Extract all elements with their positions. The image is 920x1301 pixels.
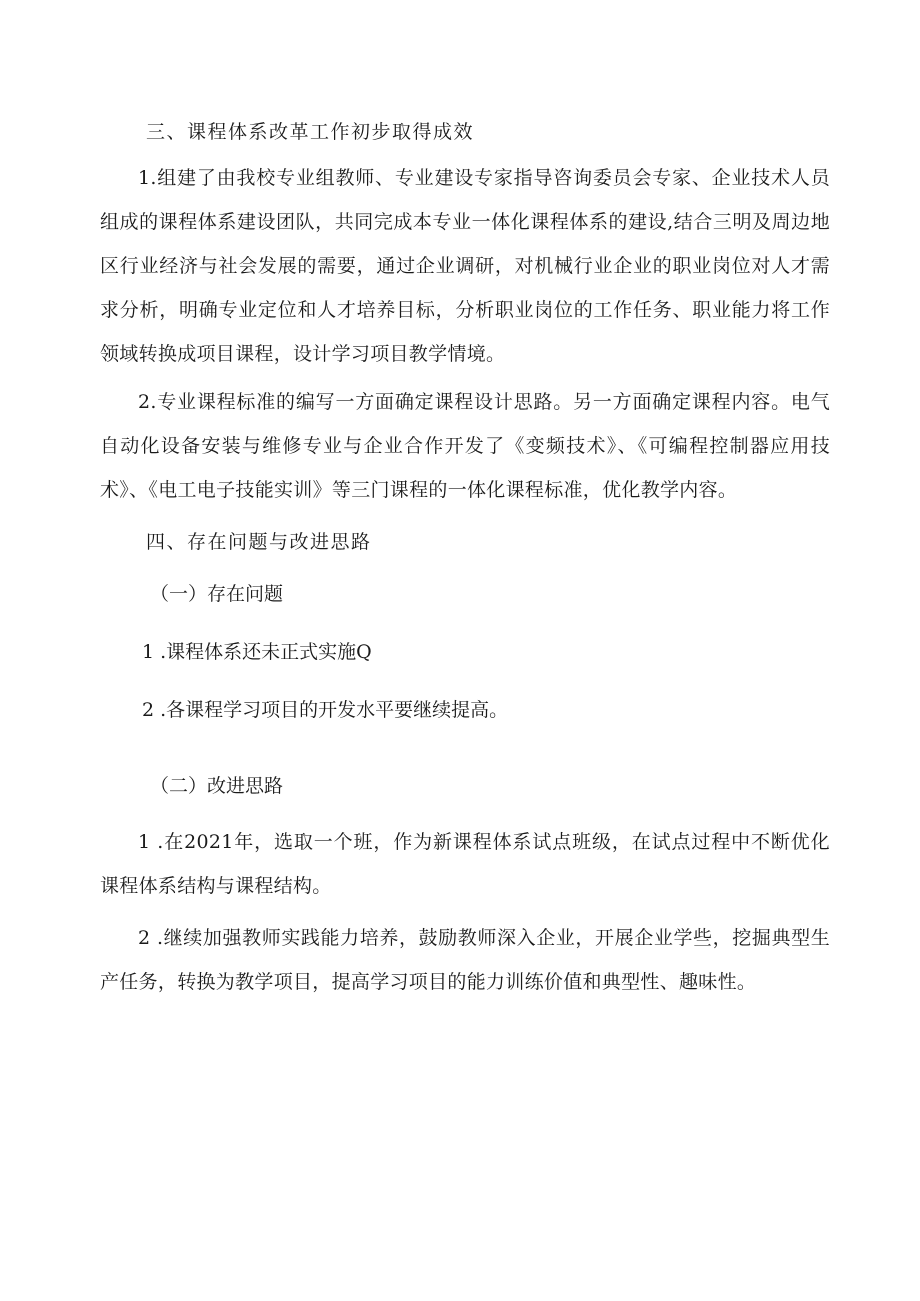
section-3-heading: 三、课程体系改革工作初步取得成效: [146, 121, 475, 143]
section-3-paragraph-1: 1.组建了由我校专业组教师、专业建设专家指导咨询委员会专家、企业技术人员组成的课程体系建设团队，共同完成本专业一体化课程体系的建设,结合三明及周边地区行业经济与社会发展的需要，通过企业调研，对机械行业企业的职业岗位对人才需求分析，明确专业定位和人才培养目标，分析职业岗位的工作任务、职业能力将工作领域转换成项目课程，设计学习项目教学情境。: [100, 167, 830, 365]
idea-item-1: 1 .在2021年，选取一个班，作为新课程体系试点班级，在试点过程中不断优化课程体系结构与课程结构。: [100, 831, 830, 897]
subsection-problems-heading: （一）存在问题: [150, 583, 284, 605]
section-4-heading: 四、存在问题与改进思路: [146, 531, 372, 553]
problem-item-1: 1 .课程体系还未正式实施Q: [142, 641, 372, 663]
document-body: [100, 110, 830, 1004]
problem-item-2: 2 .各课程学习项目的开发水平要继续提高。: [142, 699, 509, 721]
section-3-paragraph-2: 2.专业课程标准的编写一方面确定课程设计思路。另一方面确定课程内容。电气自动化设备安装与维修专业与企业合作开发了《变频技术》、《可编程控制器应用技术》、《电工电子技能实训》等三门课程的一体化课程标准，优化教学内容。: [100, 391, 830, 501]
idea-item-2: 2 .继续加强教师实践能力培养，鼓励教师深入企业，开展企业学些，挖掘典型生产任务，转换为教学项目，提高学习项目的能力训练价值和典型性、趣味性。: [100, 927, 830, 993]
subsection-ideas-heading: （二）改进思路: [150, 775, 284, 797]
